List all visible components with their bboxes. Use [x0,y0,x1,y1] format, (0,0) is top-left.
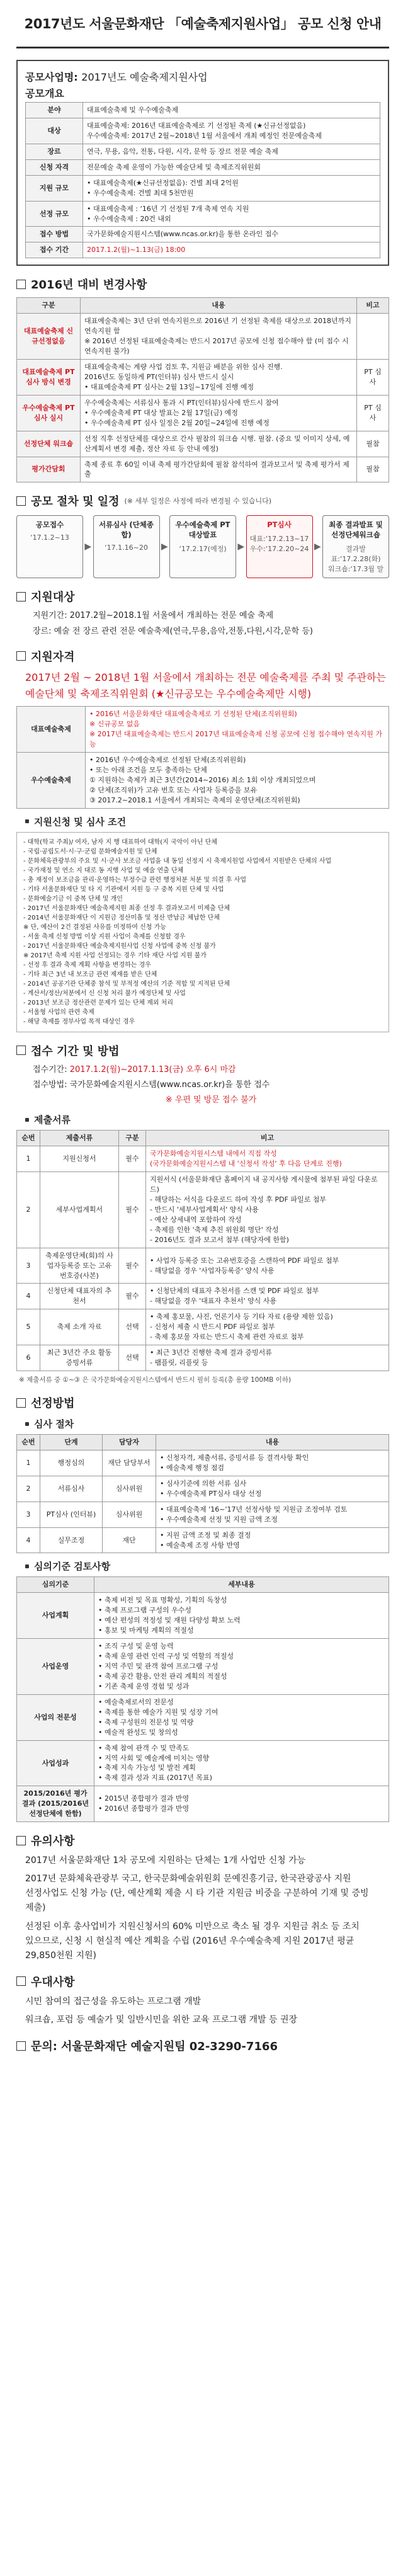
docs-header: 순번 [17,1131,40,1146]
docs-table [16,1130,389,1371]
section-benefits-title: 우대사항 [31,1975,75,1989]
doc-name: 축제운영단체(회)의 사업자등록증 또는 고유번호증(사본) [40,1248,119,1284]
benefits-list [16,1995,389,2027]
eligibility-table [16,706,389,808]
criteria-content: • 축제 비전 및 목표 명확성, 기획의 독창성 • 축제 프로그램 구성의 우수성 • 예산 편성의 적정성 및 재원 다양성 확보 노력 • 홍보 및 마케팅 계획의 적절성 [94,1593,389,1639]
review-content: • 심사기준에 의한 서류 심사 • 우수예술축제 PT심사 대상 선정 [156,1476,389,1502]
period-item: 장르: 예술 전 장르 관련 전문 예술축제(연극,무용,음악,전통,다원,시각,문학 등) [33,626,313,636]
contact-value: 서울문화재단 예술지원팀 02-3290-7166 [60,2040,278,2054]
review-step: 서류심사 [40,1476,103,1502]
checkbox-icon [16,1398,26,1408]
doc-no: 5 [17,1309,40,1345]
overview-value [83,118,380,144]
arrow-right-icon: ▶ [161,542,168,552]
review-step: 행정심의 [40,1450,103,1476]
changes-note [357,314,389,360]
doc-type: 선택 [119,1309,146,1345]
section-period [16,588,389,605]
review-step: PT심사 (인터뷰) [40,1502,103,1527]
doc-note: 지원서식 (서울문화재단 홈페이지 내 공지사항 게시물에 첨부된 파일 다운로드) - 해당하는 서식을 다운로드 하여 작성 후 PDF 파일로 첨부 - 반드시 '세부사업계획서' 양식 사용 - 예산 상세내역 포함하여 작성 - 축제를 인한 '축제 추진 위원회 명단' 작성 - 2016년도 결과 보고서 첨부 (해당자에 한함) [146,1172,389,1248]
criteria-heading [25,1559,389,1573]
doc-no: 1 [17,1146,40,1172]
doc-name: 신청단체 대표자의 추천서 [40,1284,119,1309]
section-eligibility [16,648,389,664]
changes-content: 선정 직후 선정단체를 대상으로 간사 필참의 워크숍 시행. 필참. (중요 및 이미지 상세, 예산계획서 변경 제출, 정산 자료 등 안내 예정) [81,431,357,457]
overview-row [26,227,380,242]
docs-heading [25,1113,389,1126]
changes-key: 선정단체 워크숍 [17,431,81,457]
arrow-right-icon: ▶ [314,542,321,552]
apply-method [33,1079,389,1091]
flow-step [246,515,313,578]
flow-step-date: ‘17.1.2~13 [30,533,69,542]
overview-value-line: 2017.1.2(월)~1.13(금) 18:00 [87,246,186,254]
checkbox-icon [16,1976,26,1986]
review-row [17,1476,389,1502]
overview-value-line: • 우수예술축제: 건별 최대 5천만원 [87,188,194,197]
review-no: 4 [17,1527,40,1553]
overview-value [83,159,380,175]
overview-box [16,60,389,266]
doc-no: 6 [17,1345,40,1371]
overview-key: 신청 자격 [26,159,83,175]
review-no: 1 [17,1450,40,1476]
review-row [17,1450,389,1476]
checkbox-icon [16,280,26,289]
criteria-content: • 예술축제로서의 전문성 • 축제를 통한 예술가 지원 및 성장 기여 • 축제 구성원의 전문성 및 역량 • 예술적 완성도 및 창의성 [94,1694,389,1740]
criteria-table [16,1576,389,1822]
overview-value-line: • 대표예술축제(★신규선정없음): 건별 최대 2억원 [87,178,239,187]
overview-row [26,201,380,227]
caution-item: 2017년 문화체육관광부 국고, 한국문화예술위원회 문예진흥기금, 한국관광공사 지원 선정사업도 신청 가능 (단, 예산계획 제출 시 타 기관 지원금 비중을 구분하여 기재 및 증빙 제출) [25,1874,369,1913]
section-eligibility-title: 지원자격 [31,650,75,664]
criteria-header: 심의기준 [17,1577,94,1593]
flow-step [169,515,236,578]
review-content: • 지원 금액 조정 및 최종 결정 • 예술축제 조정 사항 반영 [156,1527,389,1553]
criteria-row [17,1740,389,1786]
docs-row [17,1309,389,1345]
apply-period-value: 2017.1.2(월)~2017.1.13(금) 오후 6시 마감 [69,1064,236,1074]
flow-step [16,515,83,578]
doc-note: • 신청단체의 대표자 추천서를 스캔 및 PDF 파일로 첨부 - 해당없을 경우 '대표자 추천서' 양식 사용 [146,1284,389,1309]
changes-header: 구분 [17,298,81,314]
changes-content: 대표예술축제는 3년 단위 연속지원으로 2016년 기 선정된 축제를 대상으로 2018년까지 연속지원 함 ※ 2016년 선정된 대표예술축제는 반드시 2017년 공모에 신청 접수해야 함 (미 접수 시 연속지원 불가) [81,314,357,360]
arrow-right-icon: ▶ [84,542,92,552]
changes-key: 우수예술축제 PT 심사 실시 [17,395,81,431]
changes-row [17,360,389,396]
section-period-title: 지원대상 [31,591,75,605]
changes-row [17,314,389,360]
review-who: 재단 [103,1527,156,1553]
criteria-key: 사업의 전문성 [17,1694,94,1740]
flow-step-name: 서류심사 (단체종합) [98,520,154,540]
changes-header: 내용 [81,298,357,314]
changes-content: 축제 종료 후 60일 이내 축제 평가간담회에 필참 참석하여 결과보고서 및 축제 평가서 제출 [81,457,357,482]
outline-heading: 공모개요 [25,88,64,100]
review-steps-heading [25,1417,389,1430]
checkbox-icon [16,592,26,601]
doc-name: 지원신청서 [40,1146,119,1172]
eligibility-lead: 2017년 2월 ~ 2018년 1월 서울에서 개최하는 전문 예술축제를 주최 및 주관하는 예술단체 및 축제조직위원회 (★신규공모는 우수예술축제만 시행) [25,671,387,700]
overview-value-line: • 대표예술축제 : ‘16년 기 선정된 7개 축제 연속 지원 [87,204,249,213]
benefit-item: 워크숍, 포럼 등 예술가 및 일반시민을 위한 교육 프로그램 개발 등 권장 [25,2014,298,2025]
review-header: 담당자 [103,1435,156,1450]
apply-period [33,1064,389,1076]
checkbox-icon [16,2041,26,2051]
doc-no: 3 [17,1248,40,1284]
review-no: 2 [17,1476,40,1502]
review-no: 3 [17,1502,40,1527]
criteria-key: 사업성과 [17,1740,94,1786]
contact-label: 문의: [31,2040,57,2054]
apply-period-label: 접수기간: [33,1064,67,1074]
doc-type: 필수 [119,1146,146,1172]
overview-value-line: 대표예술축제: 2016년 대표예술축제로 기 선정된 축제 (★신규선정없음) [87,121,306,130]
criteria-row [17,1639,389,1695]
flow-step-date: ‘17.2.17(예정) [179,545,227,554]
doc-name: 축제 소개 자료 [40,1309,119,1345]
doc-name: 세부사업계획서 [40,1172,119,1248]
overview-row [26,175,380,201]
doc-type: 선택 [119,1345,146,1371]
doc-type: 필수 [119,1284,146,1309]
flow-step-date: 대표:‘17.2.13~17 우수:‘17.2.20~24 [249,535,309,554]
checkbox-icon [16,496,26,506]
overview-value-line: 전문예술 축제 운영이 가능한 예술단체 및 축제조직위원회 [87,162,261,171]
eligibility-content: • 2016년 우수예술축제로 선정된 단체(조직위원회) • 또는 아래 조건을 모두 충족하는 단체 ① 지원하는 축제가 최근 3년간(2014~2016) 최소 1회 이상 개최되었으며 ② 단체(조직위)가 고유 번호 또는 사업자 등록증을 보유 ③ 2017.2~2018.1 서울에서 개최되는 축제의 운영단체(조직위원회) [86,753,389,809]
changes-row [17,431,389,457]
page-title: 2017년도 서울문화재단 「예술축제지원사업」 공모 신청 안내 [16,0,389,48]
criteria-header: 세부내용 [94,1577,389,1593]
criteria-key: 2015/2016년 평가결과 (2015/2016년 선정단체에 한함) [17,1786,94,1822]
caution-item: 2017년 서울문화재단 1차 공모에 지원하는 단체는 1개 사업만 신청 가능 [25,1855,306,1866]
overview-key: 분야 [26,103,83,118]
section-cautions-title: 유의사항 [31,1835,75,1849]
caution-item: 선정된 이후 총사업비가 지원신청서의 60% 미만으로 축소 될 경우 지원금 취소 등 조치 있으므로, 신청 시 현실적 예산 계획을 수립 (2016년 우수예술축제 지원 2017년 평균 29,850천원 지원) [25,1921,360,1961]
eligibility-content: • 2016년 서울문화재단 대표예술축제로 기 선정된 단체(조직위원회) ※ 신규공모 없음 ※ 2017년 대표예술축제는 반드시 2017년 대표예술축제 신청 공모에 신청 접수해야 연속지원 가능 [86,707,389,753]
eligibility-key: 우수예술축제 [17,753,86,809]
criteria-key: 사업운영 [17,1639,94,1695]
section-restrictions [25,815,389,828]
review-header: 단계 [40,1435,103,1450]
changes-note: 필참 [357,431,389,457]
changes-note: PT 심사 [357,395,389,431]
program-name [25,69,380,84]
criteria-row [17,1786,389,1822]
section-flow [16,493,389,509]
apply-method-value: 국가문화예술지원시스템(www.ncas.or.kr)을 통한 접수 [69,1080,270,1090]
section-restrictions-title: 지원신청 및 심사 조건 [34,816,127,828]
changes-note: 필참 [357,457,389,482]
overview-value-line: 대표예술축제 및 우수예술축제 [87,106,179,114]
section-changes [16,276,389,292]
review-steps-title: 심사 절차 [34,1418,74,1430]
changes-note: PT 심사 [357,360,389,396]
restrictions-text: - 대학(학교 주최)/ 여자, 남자 지 행 대표하여 대학(지 국악이 아닌 단체 - 국립·공립도서·시·구·군립 문화예술지원 및 단체 - 문화체육관광부의 주요 및 시·군사 보조금 사업을 내 동일 선정지 시 축제지원업 사업에서 지원받은 단체의 사업 - 국가재정 및 연소 지 대로 동 지행 사업 및 예술 연출 단체 - 총 재정이 보조금을 관리·운영하는 부정수급 관련 행정처분 처분 및 의결 후 사업 - 기타 서울문화재단 및 타 지 기관에서 지원 등 구 중복 지원 단체 및 사업 - 문화예술기금 이 중복 단체 및 개인 - 2017년 서울문화재단 예술축제지원 최종 선정 후 결과보고서 미제출 단체 - 2014년 서울문화재단 이 지원금 정산미흡 및 정산 반납금 체납한 단체 ※ 단, 예산이 2건 결정된 사유를 미정하여 신청 가능 - 서울 축제 신청 방법 이상 지원 사업이 축제를 신청할 경우 - 2017년 서울문화재단 예술축제지원사업 신청 사업에 중복 신청 불가 ※ 2017년 축제 지원 사업 선정되는 경우 기타 재단 사업 지원 불가 - 선정 후 결과 축제 계획 사항을 변경하는 경우 - 기타 최근 3년 내 보조금 관련 제재를 받은 단체 - 2014년 공공기관 단체중 참석 및 부적정 예산의 기준 적합 및 지적된 단체 - 계산서/정산/처분에서 신 신청 처리 불가 예정단체 및 사업 - 2013년 보조금 정산관련 문제가 있는 단체 제외 처리 - 서울형 사업의 관련 축제 - 해당 축제를 정부사업 목적 대상인 경우 [16,832,389,1032]
review-row [17,1527,389,1553]
overview-key: 지원 규모 [26,175,83,201]
section-benefits [16,1973,389,1990]
program-name-label: 공모사업명: [25,71,78,83]
eligibility-row [17,707,389,753]
overview-value-line: 우수예술축제: 2017년 2월~2018년 1월 서울에서 개최 예정인 전문예술축제 [87,131,322,140]
docs-header: 제출서류 [40,1131,119,1146]
flow-step [93,515,160,578]
changes-key: 대표예술축제 PT 심사 방식 변경 [17,360,81,396]
apply-method-note: ※ 우편 및 방문 접수 불가 [165,1095,257,1105]
review-who: 재단 담당부서 [103,1450,156,1476]
review-header: 내용 [156,1435,389,1450]
docs-row [17,1284,389,1309]
bullet-icon [25,1564,29,1568]
overview-key: 장르 [26,144,83,159]
changes-content: 우수예술축제는 서류심사 통과 시 PT(인터뷰)심사에 반드시 참여 • 우수예술축제 PT 대상 발표는 2월 17일(금) 예정 • 우수예술축제 PT 심사 일정은 2월 20일~24일에 진행 예정 [81,395,357,431]
criteria-key: 사업계획 [17,1593,94,1639]
overview-value [83,227,380,242]
section-flow-title: 공모 절차 및 일정 [31,495,120,509]
overview-row [26,159,380,175]
criteria-title: 심의기준 검토사항 [34,1561,111,1573]
flow-step-date: ‘17.1.16~20 [105,544,148,552]
criteria-row [17,1694,389,1740]
bullet-icon [25,1422,29,1426]
criteria-content: • 2015년 종합평가 결과 반영 • 2016년 종합평가 결과 반영 [94,1786,389,1822]
checkbox-icon [16,1046,26,1055]
bullet-icon [25,1118,29,1122]
flow-step-name: 최종 결과발표 및 선정단체워크숍 [329,520,383,540]
flow-step [322,515,389,578]
docs-title: 제출서류 [34,1114,71,1126]
overview-value-line: • 우수예술축제 : 20건 내외 [87,214,171,223]
bullet-icon [25,819,29,823]
flow-step-name: PT심사 [267,520,292,530]
section-apply-title: 접수 기간 및 방법 [31,1044,120,1058]
eligibility-row [17,753,389,809]
review-who: 심사위원 [103,1502,156,1527]
doc-note: 국가문화예술지원시스템 내에서 직접 작성 (국가문화예술지원시스템 내 '신청서 작성' 후 다음 단계로 진행) [146,1146,389,1172]
overview-row [26,144,380,159]
checkbox-icon [16,651,26,661]
apply-method-label: 접수방법: [33,1080,67,1090]
docs-header: 구분 [119,1131,146,1146]
overview-value [83,201,380,227]
changes-key: 대표예술축제 신규선정없음 [17,314,81,360]
flow-step-name: 공모접수 [35,520,64,530]
doc-note: • 사업자 등록증 또는 고유번호증을 스캔하여 PDF 파일로 첨부 - 해당없을 경우 '사업자등록증' 양식 사용 [146,1248,389,1284]
docs-row [17,1248,389,1284]
program-name-value: 2017년도 예술축제지원사업 [81,71,208,83]
docs-note: ※ 제출서류 중 ①~③ 은 국가문화예술지원시스템에서 반드시 필히 등록(총 용량 100MB 이하) [19,1376,292,1384]
overview-value [83,103,380,118]
overview-key: 대상 [26,118,83,144]
doc-note: • 축제 홍보물, 사진, 언론기사 등 기타 자료 (용량 제한 있음) - 신청서 제출 시 반드시 PDF 파일로 첨부 - 축제 홍보물 자료는 반드시 축제 관련 자료로 첨부 [146,1309,389,1345]
section-review [16,1394,389,1411]
overview-value [83,242,380,258]
doc-no: 4 [17,1284,40,1309]
review-content: • 대표예술축제 '16~'17년 선정사항 및 지원금 조정여부 검토 • 우수예술축제 선정 및 지원 금액 조정 [156,1502,389,1527]
changes-content: 대표예술축제는 계량 사업 검토 후, 지원금 배분을 위한 심사 진행. 2016년도 동일하게 PT(인터뷰) 심사 반드시 실시 • 대표예술축제 PT 심사는 2월 13일~17일에 진행 예정 [81,360,357,396]
overview-value-line: 연극, 무용, 음악, 전통, 다원, 시각, 문학 등 장르 전문 예술 축제 [87,147,278,156]
overview-value-line: 국가문화예술지원시스템(www.ncas.or.kr)을 통한 온라인 접수 [87,230,279,239]
review-content: • 신청자격, 제출서류, 증빙서류 등 결격사항 확인 • 예술축제 행정 점검 [156,1450,389,1476]
flow-note: (※ 세부 일정은 사정에 따라 변경될 수 있습니다) [124,497,272,506]
docs-row [17,1172,389,1248]
doc-type: 필수 [119,1248,146,1284]
docs-row [17,1146,389,1172]
changes-key: 평가간담회 [17,457,81,482]
criteria-content: • 축제 참여 관객 수 및 만족도 • 지역 사회 및 예술계에 미치는 영향 • 축제 지속 가능성 및 발전 계획 • 축제 결과 성과 지표 (2017년 목표) [94,1740,389,1786]
review-header: 순번 [17,1435,40,1450]
benefit-item: 시민 참여의 접근성을 유도하는 프로그램 개발 [25,1996,202,2007]
docs-header: 비고 [146,1131,389,1146]
changes-header: 비고 [357,298,389,314]
overview-row [26,103,380,118]
overview-key: 접수 방법 [26,227,83,242]
doc-type: 필수 [119,1172,146,1248]
cautions-list [16,1854,389,1963]
doc-note: • 최근 3년간 진행한 축제 결과 증빙서류 - 팸플릿, 리플릿 등 [146,1345,389,1371]
period-item: 지원기간: 2017.2월~2018.1월 서울에서 개최하는 전문 예술 축제 [33,611,274,621]
doc-name: 최근 3년간 주요 활동 증빙서류 [40,1345,119,1371]
changes-table [16,297,389,482]
process-flow [16,515,389,578]
overview-value [83,175,380,201]
overview-value [83,144,380,159]
overview-row [26,118,380,144]
docs-row [17,1345,389,1371]
review-who: 심사위원 [103,1476,156,1502]
eligibility-key: 대표예술축제 [17,707,86,753]
criteria-row [17,1593,389,1639]
review-row [17,1502,389,1527]
checkbox-icon [16,1836,26,1845]
review-table [16,1434,389,1553]
changes-row [17,457,389,482]
overview-row [26,242,380,258]
overview-key: 접수 기간 [26,242,83,258]
section-apply [16,1042,389,1059]
flow-step-name: 우수예술축제 PT대상발표 [175,520,230,540]
criteria-content: • 조직 구성 및 운영 능력 • 축제 운영 관련 인력 구성 및 역할의 적절성 • 지역 주민 및 관객 참여 프로그램 구성 • 축제 공간 활용, 안전 관리 계획의 적절성 • 기존 축제 운영 경험 및 성과 [94,1639,389,1695]
review-step: 실무조정 [40,1527,103,1553]
flow-step-date: 결과발표:‘17.2.28(화) 워크숍:‘17.3월 말 [327,545,384,574]
doc-no: 2 [17,1172,40,1248]
changes-row [17,395,389,431]
section-changes-title: 2016년 대비 변경사항 [31,278,147,292]
arrow-right-icon: ▶ [237,542,245,552]
overview-key: 선정 규모 [26,201,83,227]
section-review-title: 선정방법 [31,1397,75,1411]
section-cautions [16,1832,389,1849]
overview-table [25,102,380,258]
contact [16,2037,389,2054]
